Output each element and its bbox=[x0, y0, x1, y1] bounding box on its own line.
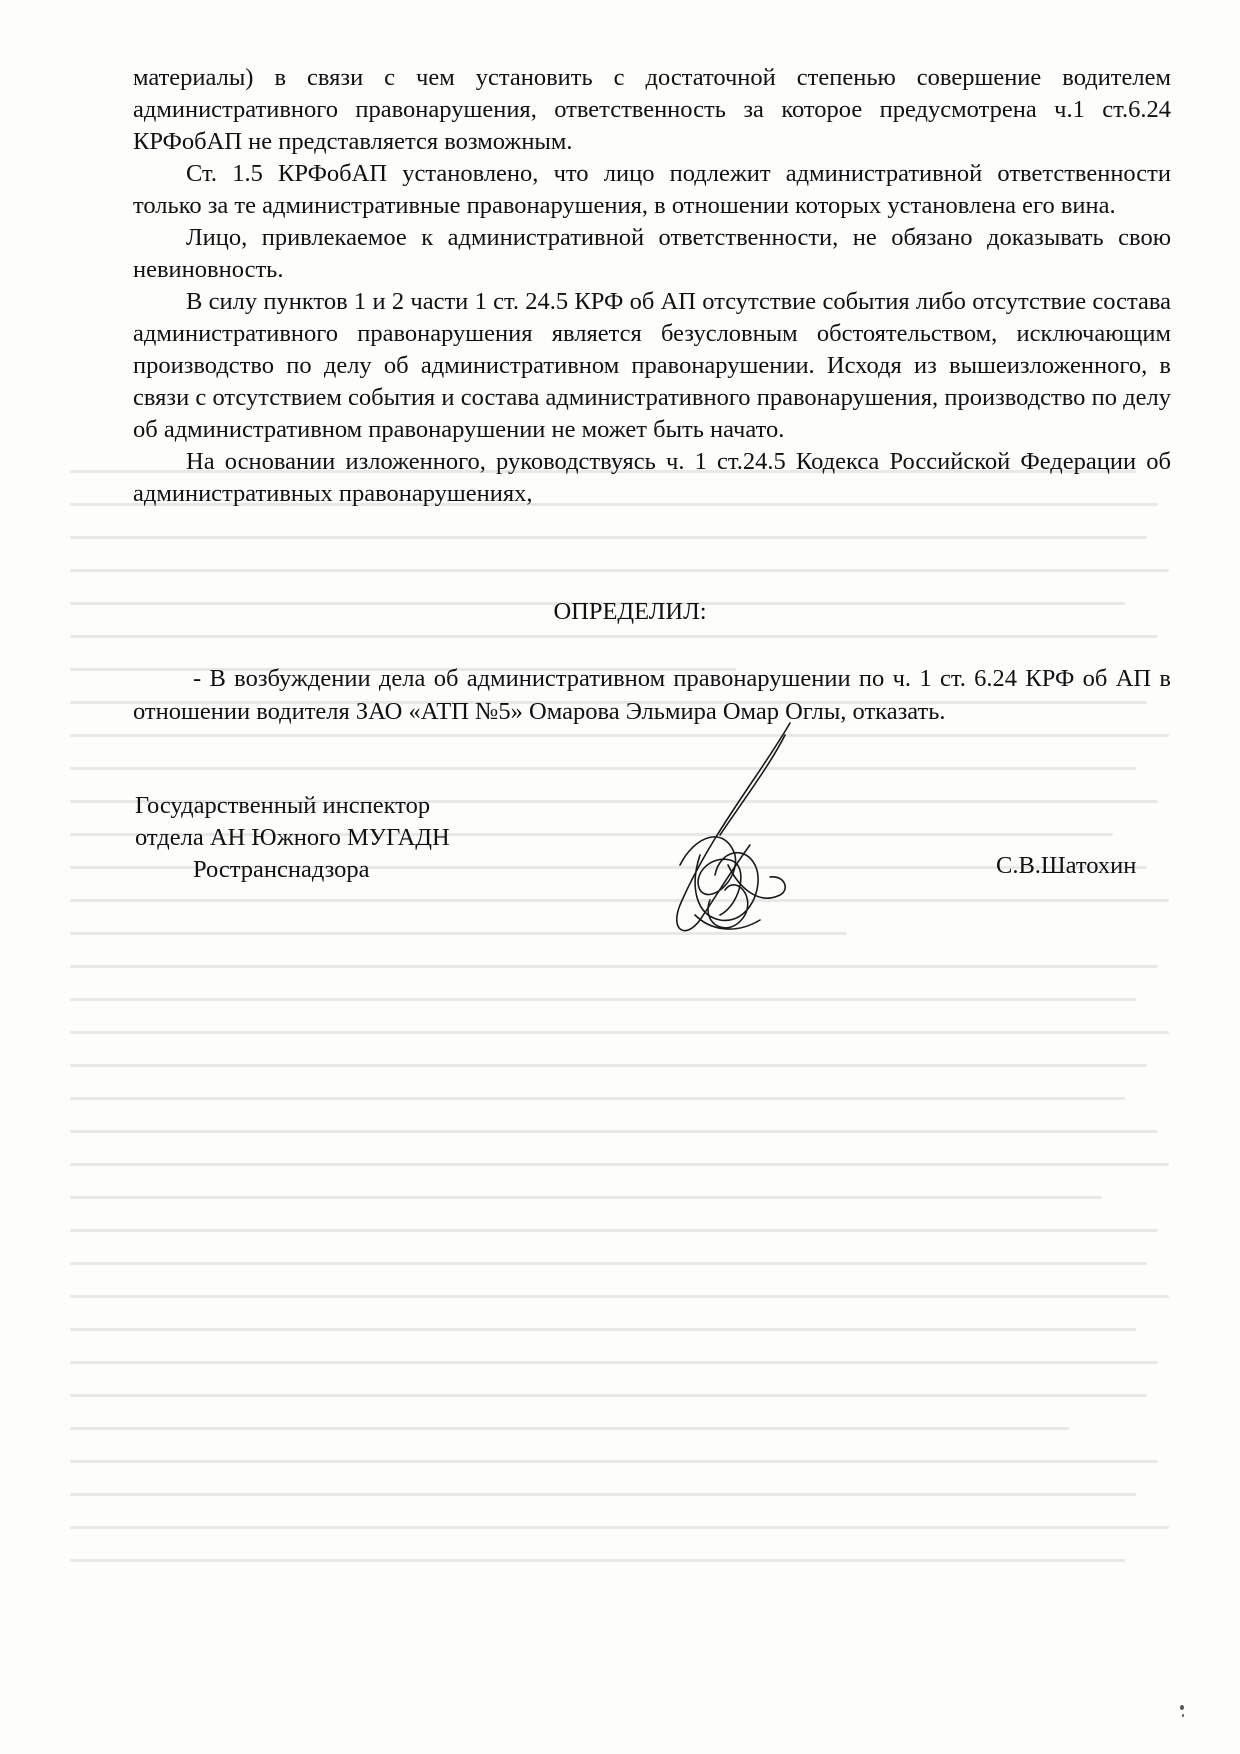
signatory-position bbox=[135, 790, 450, 886]
scan-speck bbox=[1180, 1705, 1184, 1710]
scan-speck bbox=[1182, 1714, 1184, 1717]
decision-text: - В возбуждении дела об административном правонарушении по ч. 1 ст. 6.24 КРФ об АП в отношении водителя ЗАО «АТП №5» Омарова Эльмира Омар Оглы, отказать. bbox=[133, 665, 1171, 725]
paragraph-article-1-5: Ст. 1.5 КРФобАП установлено, что лицо подлежит административной ответственности только за те административные правонарушения, в отношении которых установлена его вина. bbox=[133, 160, 1171, 219]
signatory-name: С.В.Шатохин bbox=[996, 852, 1137, 879]
body-text bbox=[133, 62, 1171, 510]
signatory-position-line-3: Ространснадзора bbox=[193, 856, 370, 883]
paragraph-presumption: Лицо, привлекаемое к административной ответственности, не обязано доказывать свою невиновность. bbox=[133, 224, 1171, 283]
paragraph-evidence: материалы) в связи с чем установить с достаточной степенью совершение водителем административного правонарушения, ответственность за которое предусмотрена ч.1 ст.6.24 КРФобАП не представляется возможным. bbox=[133, 64, 1171, 155]
paragraph-grounds: На основании изложенного, руководствуясь ч. 1 ст.24.5 Кодекса Российской Федерации об административных правонарушениях, bbox=[133, 448, 1171, 507]
decision-heading: ОПРЕДЕЛИЛ: bbox=[553, 598, 707, 625]
signatory-position-line-2: отдела АН Южного МУГАДН bbox=[135, 824, 450, 851]
paragraph-article-24-5: В силу пунктов 1 и 2 части 1 ст. 24.5 КРФ об АП отсутствие события либо отсутствие состава административного правонарушения является безусловным обстоятельством, исключающим производство по делу об административном правонарушении. Исходя из вышеизложенного, в связи с отсутствием события и состава административного правонарушения, производство по делу об административном правонарушении не может быть начато. bbox=[133, 288, 1171, 443]
handwritten-signature bbox=[640, 715, 830, 955]
signatory-position-line-1: Государственный инспектор bbox=[135, 792, 431, 819]
bleed-through-texture bbox=[70, 470, 1180, 1610]
